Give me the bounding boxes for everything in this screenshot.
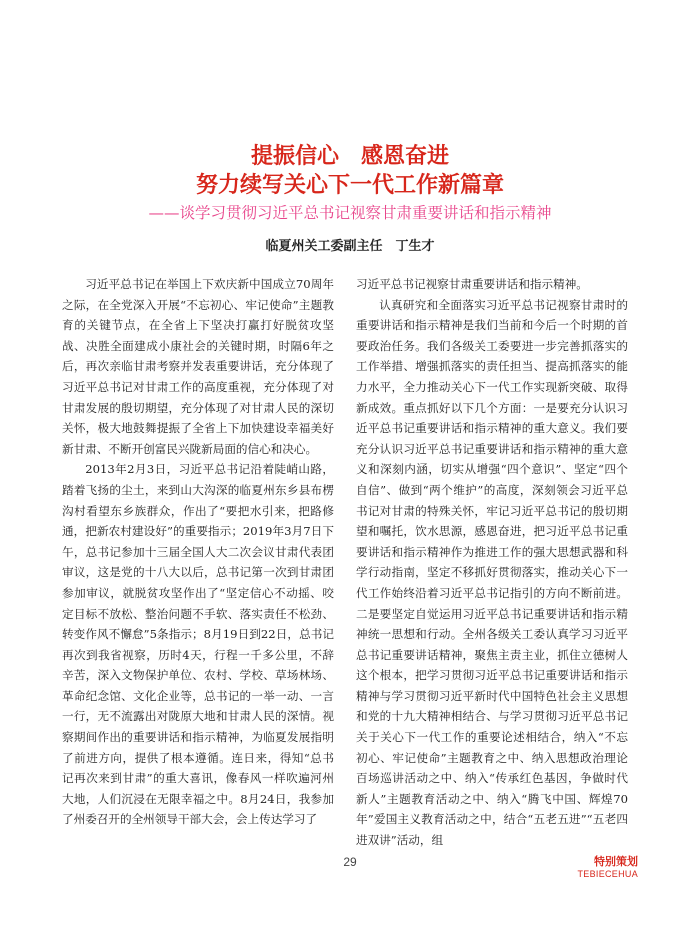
right-text-column <box>356 274 628 851</box>
body-paragraph: 认真研究和全面落实习近平总书记视察甘肃时的重要讲话和指示精神是我们当前和今后一个时期的首要政治任务。我们各级关工委要进一步完善抓落实的工作举措、增强抓落实的责任担当、提高抓落实的能力水平，全力推动关心下一代工作实现新突破、取得新成效。重点抓好以下几个方面：一是要充分认识习近平总书记重要讲话和指示精神的重大意义。我们要充分认识习近平总书记重要讲话和指示精神的重大意义和深刻内涵，切实从增强“四个意识”、坚定“四个自信”、做到“两个维护”的高度，深刻领会习近平总书记对甘肃的特殊关怀，牢记习近平总书记的殷切期望和嘱托，饮水思源，感恩奋进，把习近平总书记重要讲话和指示精神作为推进工作的强大思想武器和科学行动指南，坚定不移抓好贯彻落实，推动关心下一代工作始终沿着习近平总书记指引的方向不断前进。二是要坚定自觉运用习近平总书记重要讲话和指示精神统一思想和行动。全州各级关工委认真学习习近平总书记重要讲话精神，聚焦主责主业，抓住立德树人这个根本，把学习贯彻习近平总书记重要讲话和指示精神与学习贯彻习近平新时代中国特色社会主义思想和党的十九大精神相结合、与学习贯彻习近平总书记关于关心下一代工作的重要论述相结合，纳入“不忘初心、牢记使命”主题教育之中、纳入思想政治理论百场巡讲活动之中、纳入“传承红色基因，争做时代新人”主题教育活动之中、纳入“腾飞中国、辉煌70年”爱国主义教育活动之中，结合“五老五进”“五老四进双讲”活动，组 <box>356 297 628 848</box>
article-title-line1: 提振信心 感恩奋进 <box>250 143 449 169</box>
body-paragraph-continued: 习近平总书记视察甘肃重要讲话和指示精神。 <box>356 277 588 291</box>
section-label-pinyin: TEBIECEHUA <box>577 869 638 879</box>
section-label: 特别策划 <box>594 855 638 868</box>
page-number: 29 <box>343 855 357 869</box>
article-author: 临夏州关工委副主任 丁生才 <box>265 239 435 254</box>
left-text-column <box>62 274 334 830</box>
article-title-line2: 努力续写关心下一代工作新篇章 <box>195 172 504 198</box>
body-paragraph: 2013年2月3日，习近平总书记沿着陡峭山路，踏着飞扬的尘土，来到山大沟深的临夏州东乡县布楞沟村看望东乡族群众，作出了“要把水引来，把路修通，把新农村建设好”的重要指示；2019年3月7日下午，总书记参加十三届全国人大二次会议甘肃代表团审议，这是党的十八大以后，总书记第一次到甘肃团参加审议，就脱贫攻坚作出了“坚定信心不动摇、咬定目标不放松、整治问题不手软、落实责任不松劲、转变作风不懈怠”5条指示；8月19日到22日，总书记再次到我省视察，历时4天，行程一千多公里，不辞辛苦，深入文物保护单位、农村、学校、草场林场、革命纪念馆、文化企业等，总书记的一举一动、一言一行，无不流露出对陇原大地和甘肃人民的深情。视察期间作出的重要讲话和指示精神，为临夏发展指明了前进方向，提供了根本遵循。连日来，得知“总书记再次来到甘肃”的重大喜讯，像春风一样吹遍河州大地，人们沉浸在无限幸福之中。8月24日，我参加了州委召开的全州领导干部大会，会上传达学习了 <box>62 462 334 827</box>
body-paragraph: 习近平总书记在举国上下欢庆新中国成立70周年之际，在全党深入开展“不忘初心、牢记使命”主题教育的关键节点，在全省上下坚决打赢打好脱贫攻坚战、决胜全面建成小康社会的关键时期，时隔6年之后，再次亲临甘肃考察并发表重要讲话，充分体现了习近平总书记对甘肃工作的高度重视，充分体现了对甘肃发展的殷切期望，充分体现了对甘肃人民的深切关怀，极大地鼓舞提振了全省上下加快建设幸福美好新甘肃、不断开创富民兴陇新局面的信心和决心。 <box>62 277 334 456</box>
article-subtitle: ——谈学习贯彻习近平总书记视察甘肃重要讲话和指示精神 <box>148 204 552 222</box>
